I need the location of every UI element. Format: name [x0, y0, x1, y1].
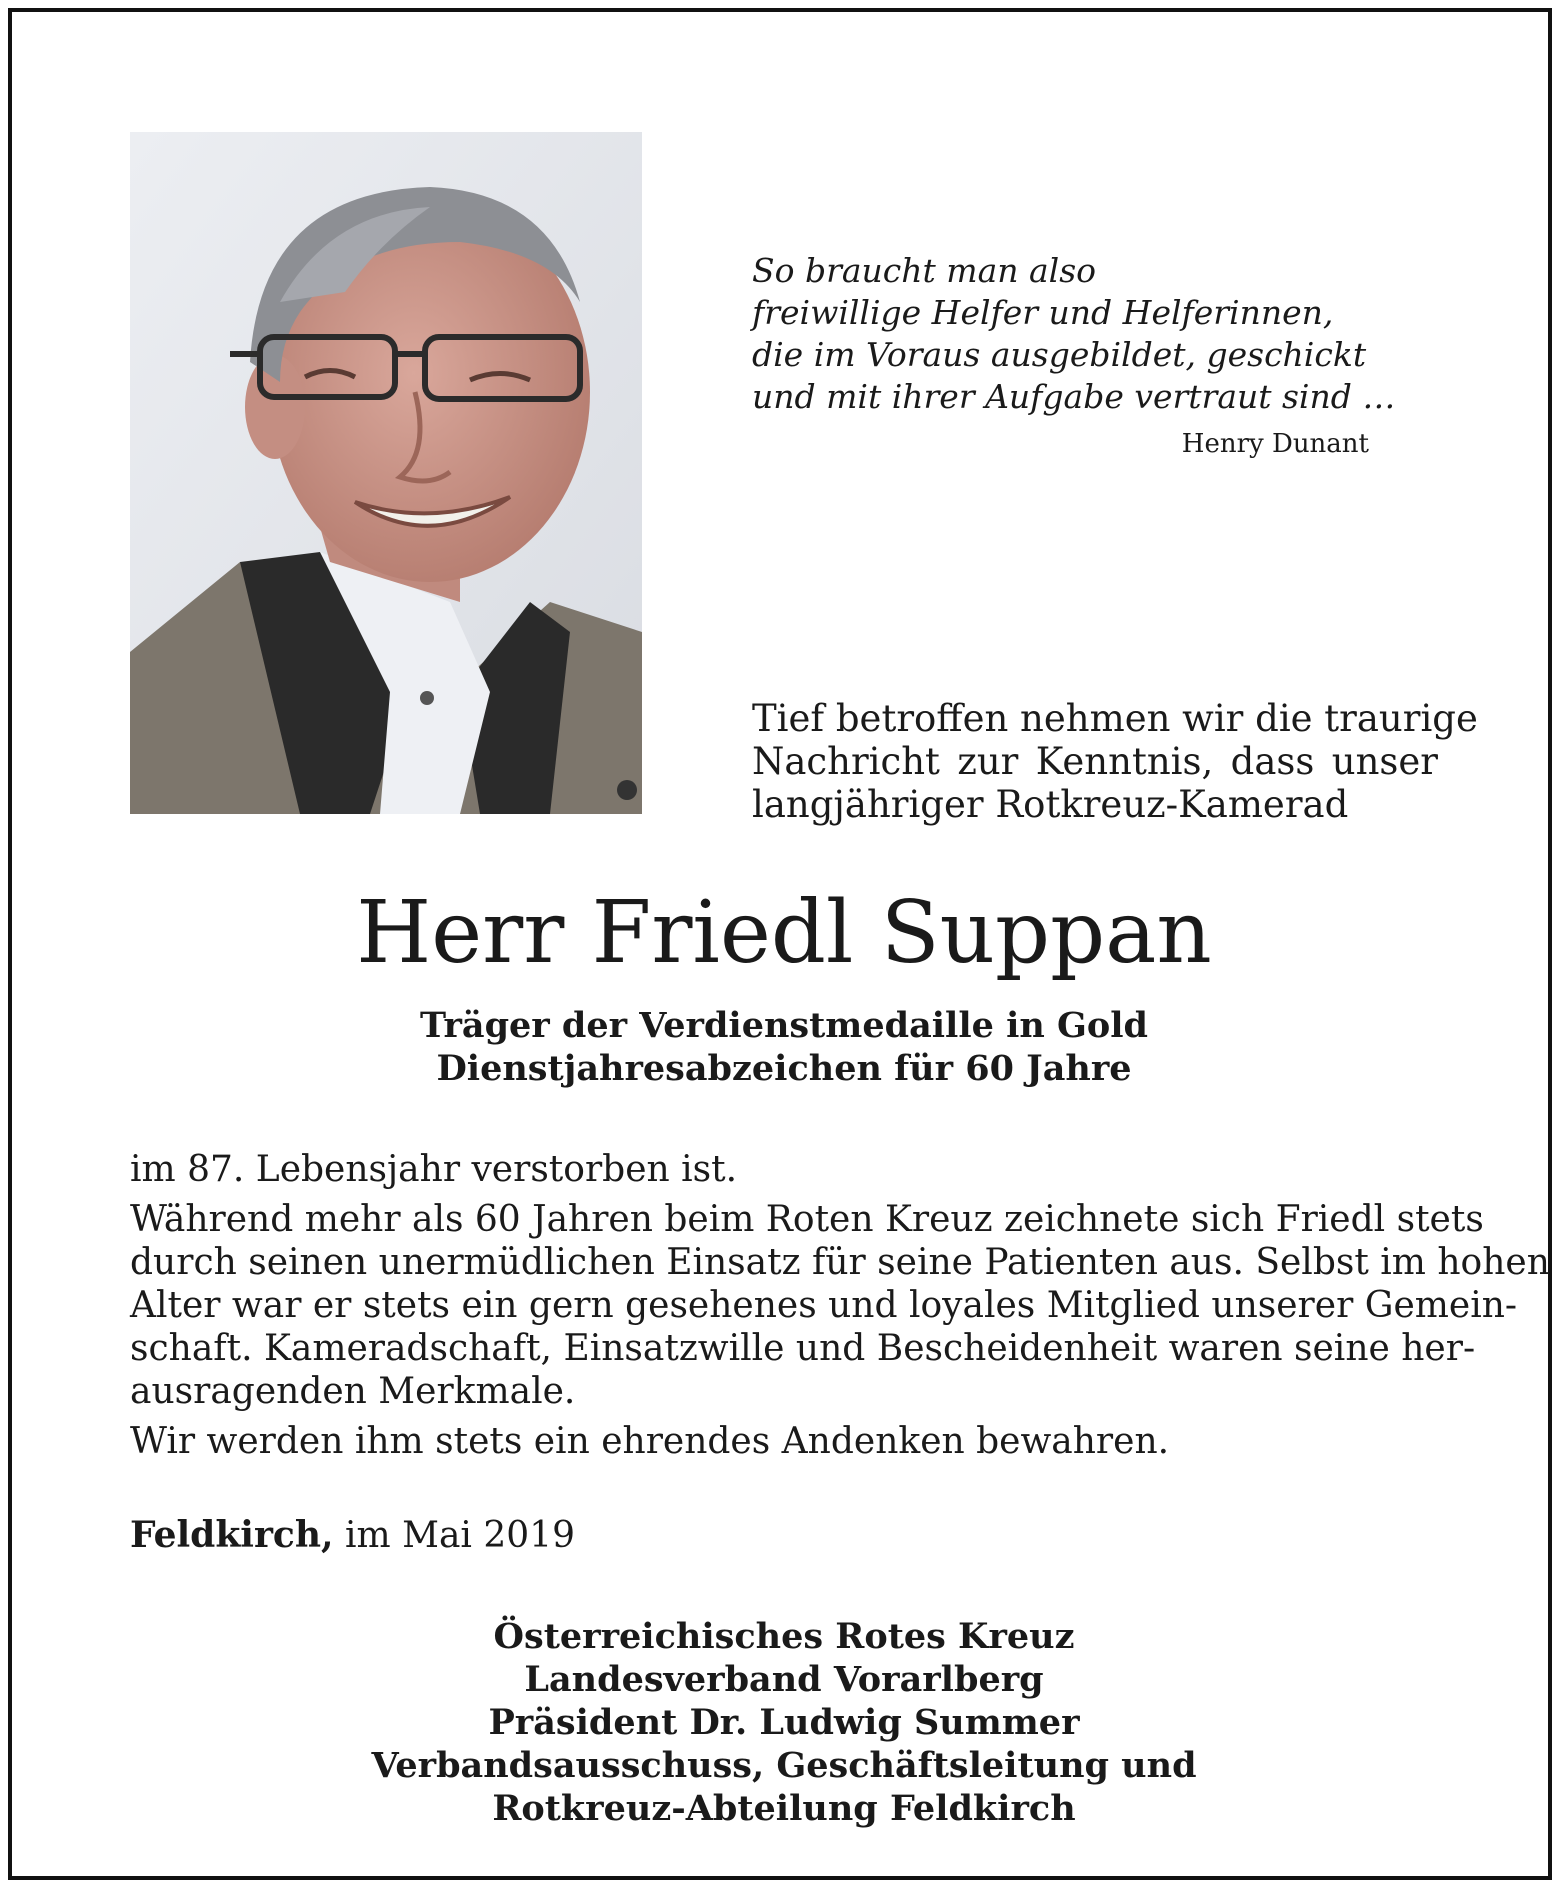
quote-line: und mit ihrer Aufgabe vertraut sind … [752, 377, 1396, 416]
place: Feldkirch, [130, 1514, 334, 1556]
quote-block [752, 250, 1396, 462]
signoff-line: Landesverband Vorarlberg [524, 1659, 1044, 1700]
body-text [130, 1148, 1550, 1463]
quote-line: die im Voraus ausgebildet, geschickt [752, 335, 1367, 374]
intro-line: Tief betroffen nehmen wir die traurige [752, 697, 1478, 740]
quote-line: freiwillige Helfer und Helferinnen, [752, 293, 1334, 332]
age-line: im 87. Lebensjahr verstorben ist. [130, 1149, 738, 1190]
honors-block [130, 1004, 1438, 1090]
signoff-block [130, 1615, 1438, 1830]
tribute-line: durch seinen unermüdlichen Einsatz für seine Patienten aus. Selbst im hohen [130, 1242, 1550, 1283]
portrait-photo [130, 132, 642, 814]
intro-line: Nachricht zur Kenntnis, dass unser [752, 740, 1438, 783]
signoff-line: Präsident Dr. Ludwig Summer [488, 1702, 1080, 1743]
date: im Mai 2019 [333, 1515, 575, 1556]
quote-line: So braucht man also [752, 251, 1097, 290]
deceased-name: Herr Friedl Suppan [356, 883, 1212, 983]
signoff-line: Rotkreuz-Abteilung Feldkirch [492, 1788, 1076, 1829]
place-date [130, 1514, 575, 1557]
honor-line: Dienstjahresabzeichen für 60 Jahre [436, 1048, 1132, 1089]
tribute-line: Alter war er stets ein gern gesehenes und loyales Mitglied unserer Gemein- [130, 1285, 1518, 1326]
quote-author: Henry Dunant [1181, 429, 1369, 459]
tribute-line: ausragenden Merkmale. [130, 1371, 576, 1412]
honor-line: Träger der Verdienstmedaille in Gold [419, 1005, 1149, 1046]
signoff-line: Österreichisches Rotes Kreuz [493, 1616, 1075, 1657]
intro-paragraph [752, 697, 1478, 826]
signoff-line: Verbandsausschuss, Geschäftsleitung und [371, 1745, 1197, 1786]
tribute-line: Während mehr als 60 Jahren beim Roten Kreuz zeichnete sich Friedl stets [130, 1199, 1484, 1240]
tribute-paragraph [130, 1198, 1550, 1413]
closing-line: Wir werden ihm stets ein ehrendes Andenken bewahren. [130, 1421, 1170, 1462]
tribute-line: schaft. Kameradschaft, Einsatzwille und Bescheidenheit waren seine her- [130, 1328, 1476, 1369]
intro-line: langjähriger Rotkreuz-Kamerad [752, 783, 1349, 826]
